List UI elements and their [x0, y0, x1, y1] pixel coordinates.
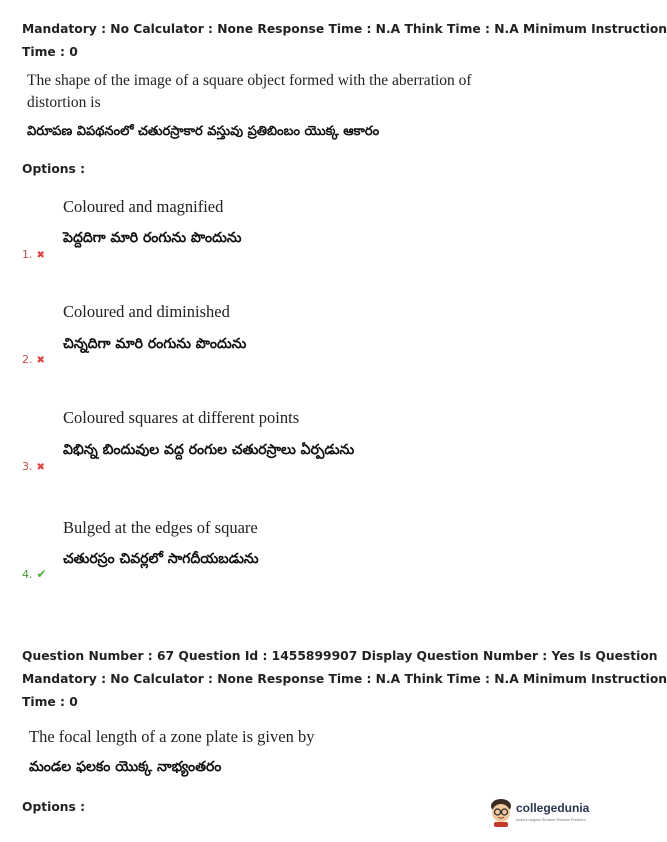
- option-number-label: 1.: [22, 248, 33, 261]
- logo-tagline: India's largest Student Review Platform: [516, 817, 586, 822]
- option-1-number: [22, 248, 45, 261]
- metadata-line: Question Number : 67 Question Id : 1455899907 Display Question Number : Yes Is Question: [22, 649, 658, 663]
- option-2-text: Coloured and diminished: [63, 302, 230, 321]
- option-4-text: Bulged at the edges of square: [63, 518, 258, 537]
- question-67-text: The focal length of a zone plate is given by: [29, 727, 315, 746]
- mascot-icon: [489, 797, 513, 827]
- option-4-number: [22, 567, 47, 581]
- question-66-text-line2: distortion is: [27, 94, 101, 111]
- option-number-label: 3.: [22, 460, 33, 473]
- option-number-label: 2.: [22, 353, 33, 366]
- metadata-line: Time : 0: [22, 45, 78, 59]
- question-66-text-line1: The shape of the image of a square object formed with the aberration of: [27, 72, 472, 89]
- option-2-telugu-text: చిన్నదిగా మారి రంగును పొందును: [63, 336, 247, 352]
- option-number-label: 4.: [22, 568, 33, 581]
- logo-wordmark: collegedunia: [516, 801, 590, 815]
- option-1-telugu-text: పెద్దదిగా మారి రంగును పొందును: [63, 230, 242, 246]
- options-label: Options :: [22, 800, 86, 814]
- question-66-telugu-text: విరూపణ విపథనంలో చతురస్రాకార వస్తువు ప్రతిబింబం యొక్క ఆకారం: [27, 124, 380, 139]
- question-66-metadata: [22, 18, 667, 64]
- metadata-line: Mandatory : No Calculator : None Response Time : N.A Think Time : N.A Minimum Instruction: [22, 672, 667, 686]
- question-67-metadata: [22, 645, 667, 714]
- options-label: Options :: [22, 162, 86, 176]
- option-3-number: [22, 460, 45, 473]
- option-2-number: [22, 353, 45, 366]
- option-3-text: Coloured squares at different points: [63, 408, 300, 427]
- collegedunia-logo: [489, 793, 589, 833]
- option-1-text: Coloured and magnified: [63, 197, 224, 216]
- wrong-mark-icon: ✖: [36, 250, 45, 261]
- question-67-telugu-text: మండల ఫలకం యొక్క నాభ్యంతరం: [29, 759, 222, 775]
- metadata-line: Mandatory : No Calculator : None Response Time : N.A Think Time : N.A Minimum Instruction: [22, 22, 667, 36]
- option-3-telugu-text: విభిన్న బిందువుల వద్ద రంగుల చతురస్రాలు ఏర్పడును: [63, 442, 355, 458]
- option-4-telugu-text: చతురస్రం చివర్లలో సాగదీయబడును: [63, 551, 259, 567]
- metadata-line: Time : 0: [22, 695, 78, 709]
- wrong-mark-icon: ✖: [36, 355, 45, 366]
- wrong-mark-icon: ✖: [36, 462, 45, 473]
- check-mark-icon: ✔: [36, 567, 47, 581]
